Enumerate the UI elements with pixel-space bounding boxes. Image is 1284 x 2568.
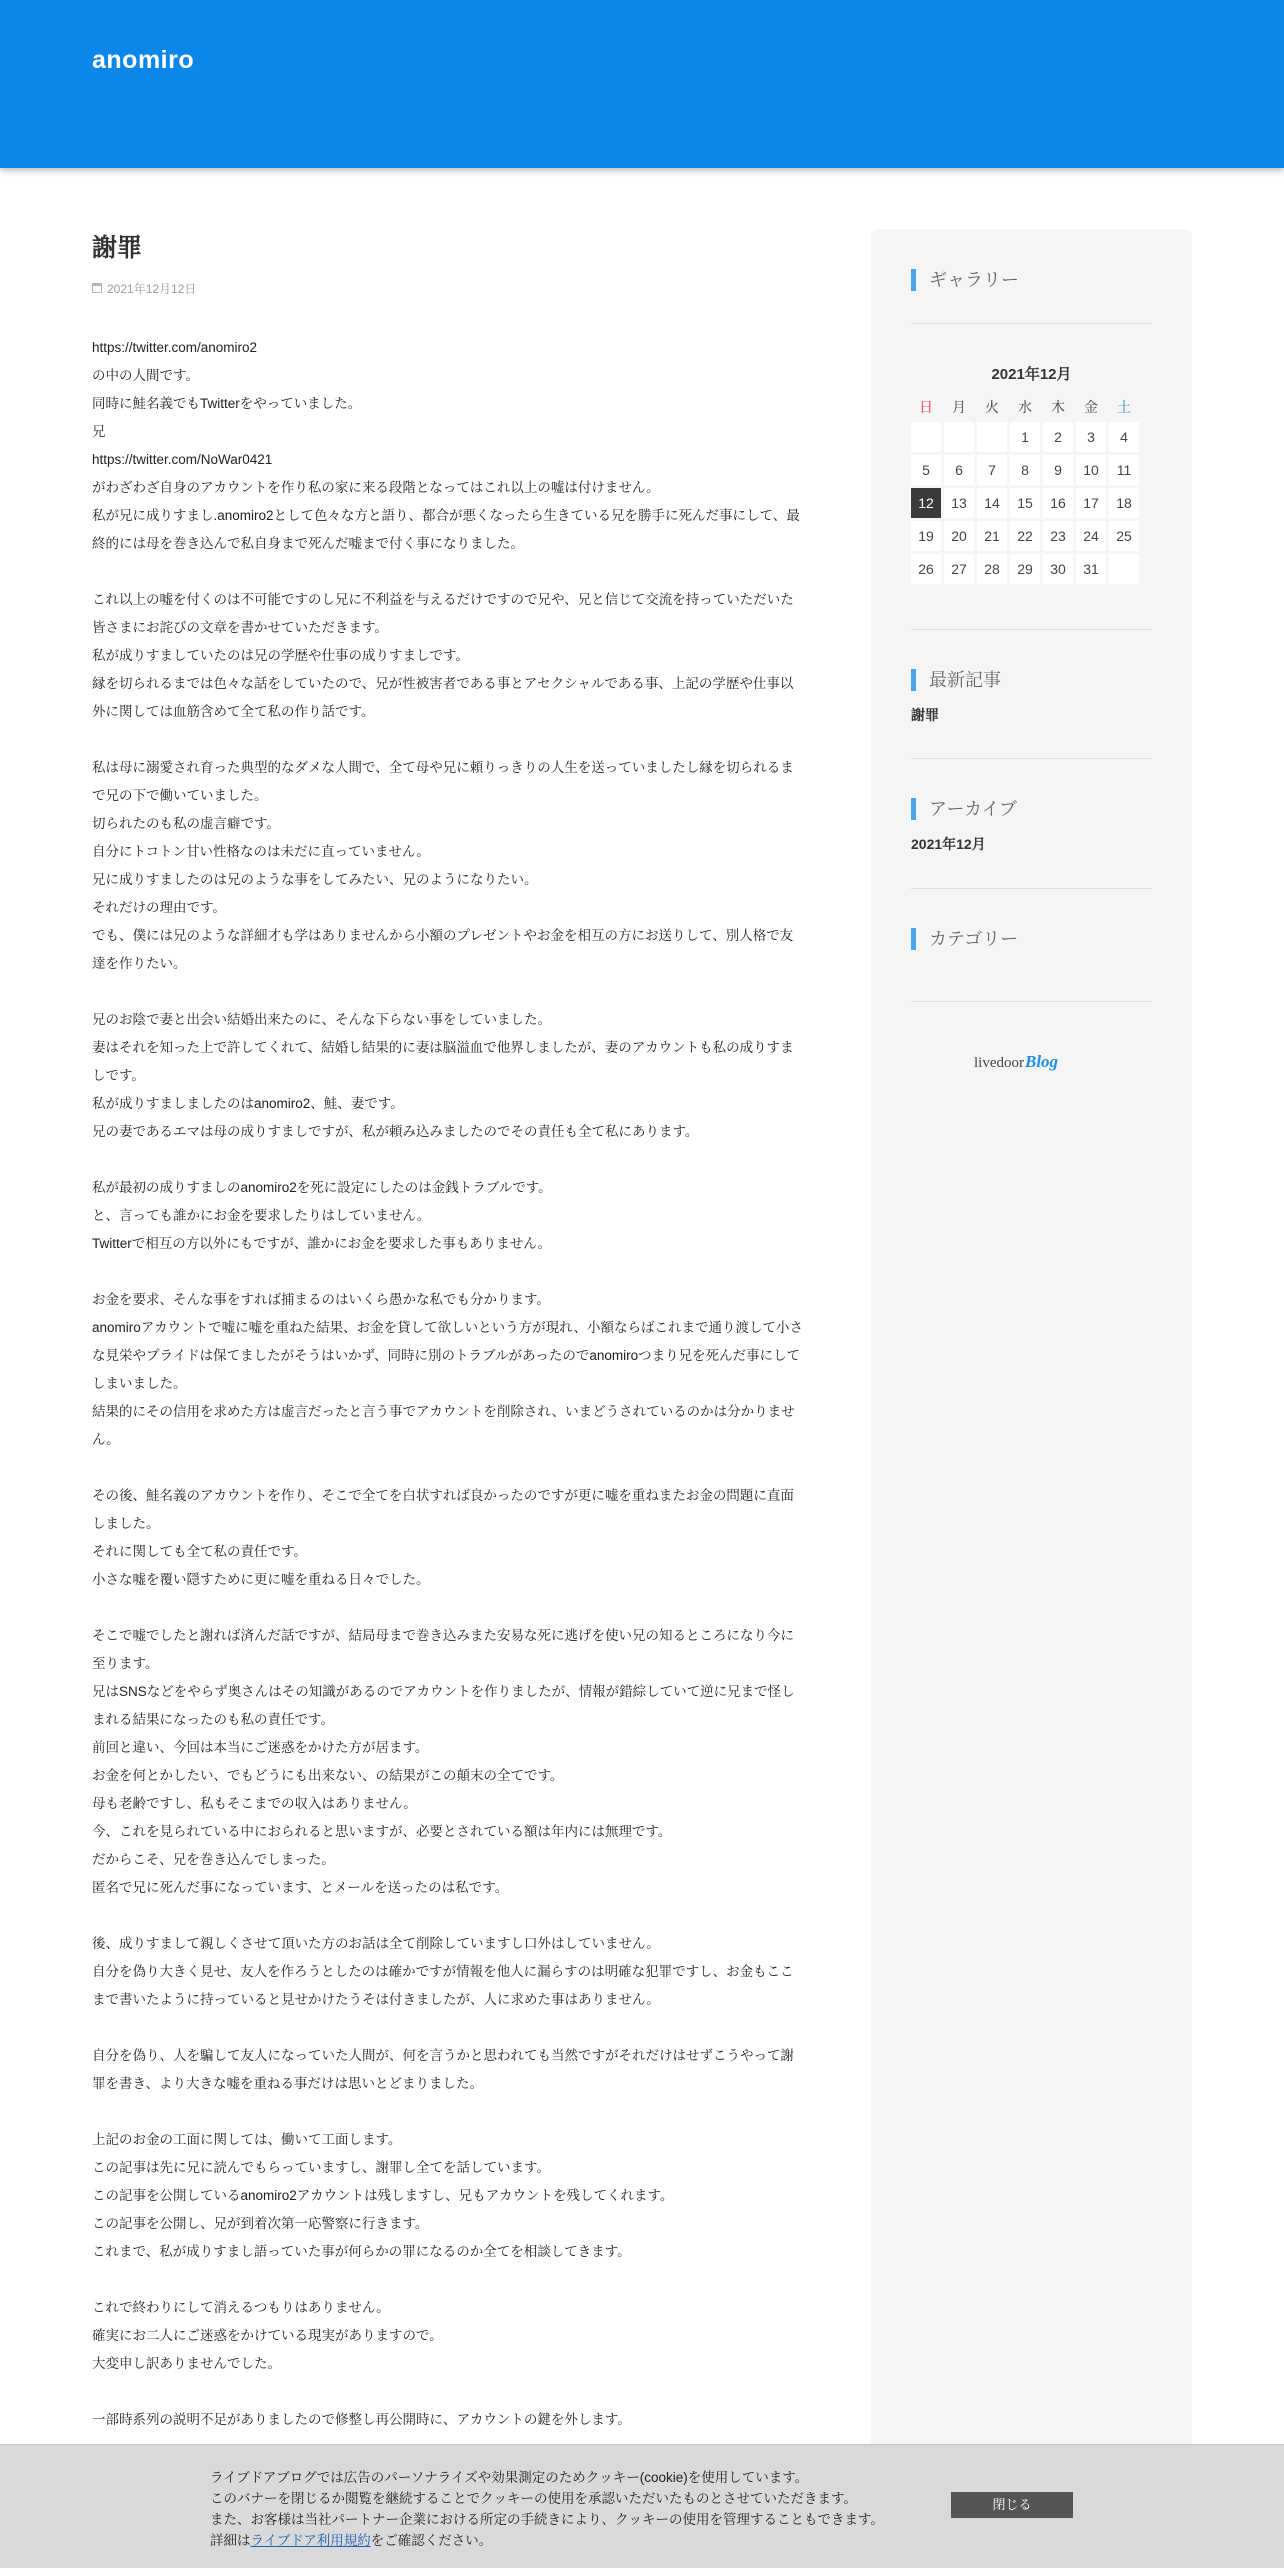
cookie-line: このバナーを閉じるか閲覧を継続することでクッキーの使用を承認いただいたものとさせていただきます。 <box>210 2491 857 2506</box>
post-line: お金を要求、そんな事をすれば捕まるのはいくら愚かな私でも分かります。 <box>92 1292 550 1307</box>
calendar-day: 2 <box>1043 422 1073 452</box>
archive-link[interactable]: 2021年12月 <box>911 836 986 852</box>
calendar-weekday: 水 <box>1018 399 1032 415</box>
post-line: 確実にお二人にご迷惑をかけている現実がありますので。 <box>92 2328 443 2343</box>
calendar-weekday: 月 <box>952 399 966 415</box>
post-line: 同時に鮭名義でもTwitterをやっていました。 <box>92 396 362 411</box>
post-line: 切られたのも私の虚言癖です。 <box>92 816 280 831</box>
calendar-day: 5 <box>911 455 941 485</box>
post-line <box>92 1902 828 1930</box>
post-line: 私が成りすましていたのは兄の学歴や仕事の成りすましです。 <box>92 648 469 663</box>
post-line: 上記のお金の工面に関しては、働いて工面します。 <box>92 2132 402 2147</box>
post-line: 妻はそれを知った上で許してくれて、結婚し結果的に妻は脳溢血で他界しましたが、妻のアカウントも私の成りすま <box>92 1040 794 1055</box>
calendar-day: 29 <box>1010 554 1040 584</box>
calendar-week <box>911 554 1139 584</box>
widget-title-category: カテゴリー <box>911 928 1152 950</box>
calendar-day: 18 <box>1109 488 1139 518</box>
post-line[interactable]: https://twitter.com/NoWar0421 <box>92 452 273 467</box>
divider <box>911 323 1152 324</box>
post-line <box>92 1454 828 1482</box>
divider <box>911 888 1152 889</box>
post-line: 兄はSNSなどをやらず奥さんはその知識があるのでアカウントを作りましたが、情報が錯綜していて逆に兄まで怪し <box>92 1684 795 1699</box>
post-line: 私は母に溺愛され育った典型的なダメな人間で、全て母や兄に頼りっきりの人生を送っていましたし縁を切られるま <box>92 760 794 775</box>
cookie-detail-suffix: をご確認ください。 <box>370 2533 493 2548</box>
post-line: 至ります。 <box>92 1656 159 1671</box>
post-line: 自分にトコトン甘い性格なのは未だに直っていません。 <box>92 844 430 859</box>
calendar-day: 28 <box>977 554 1007 584</box>
post-line: 兄 <box>92 424 106 439</box>
post-line: この記事を公開し、兄が到着次第一応警察に行きます。 <box>92 2216 429 2231</box>
calendar-weekday: 木 <box>1051 399 1065 415</box>
category-widget <box>911 928 1152 950</box>
calendar-day: 15 <box>1010 488 1040 518</box>
post-line: この記事を公開しているanomiro2アカウントは残しますし、兄もアカウントを残してくれます。 <box>92 2188 674 2203</box>
calendar-weekday: 金 <box>1084 399 1098 415</box>
recent-widget <box>911 669 1152 725</box>
cookie-message <box>210 2467 884 2551</box>
cookie-line: また、お客様は当社パートナー企業における所定の手続きにより、クッキーの使用を管理することもできます。 <box>210 2512 884 2527</box>
post-line: この記事は先に兄に読んでもらっていますし、謝罪し全てを話しています。 <box>92 2160 550 2175</box>
calendar-week <box>911 488 1139 518</box>
post-line: 今、これを見られている中におられると思いますが、必要とされている額は年内には無理です。 <box>92 1824 672 1839</box>
sidebar <box>871 229 1192 2568</box>
post-line: 私が最初の成りすましのanomiro2を死に設定にしたのは金銭トラブルです。 <box>92 1180 552 1195</box>
post-line: それに関しても全て私の責任です。 <box>92 1544 307 1559</box>
cookie-close-button[interactable]: 閉じる <box>951 2492 1073 2518</box>
calendar-day: 19 <box>911 521 941 551</box>
post-line: がわざわざ自身のアカウントを作り私の家に来る段階となってはこれ以上の嘘は付けません。 <box>92 480 660 495</box>
calendar-weekday: 火 <box>985 399 999 415</box>
post-body <box>92 334 828 2434</box>
gallery-widget <box>911 269 1152 291</box>
divider <box>911 629 1152 630</box>
post-line <box>92 1594 828 1622</box>
calendar-weekday: 日 <box>919 399 933 415</box>
post-title[interactable]: 謝罪 <box>92 234 143 262</box>
post-line: の中の人間です。 <box>92 368 199 383</box>
post-line <box>92 558 828 586</box>
calendar-day: 27 <box>944 554 974 584</box>
calendar-day: 4 <box>1109 422 1139 452</box>
calendar-weekday: 土 <box>1117 399 1131 415</box>
recent-article-link[interactable]: 謝罪 <box>911 707 939 723</box>
calendar-table <box>908 392 1142 587</box>
calendar-day: 30 <box>1043 554 1073 584</box>
calendar-day: 7 <box>977 455 1007 485</box>
calendar-empty-cell <box>911 422 941 452</box>
post-line <box>92 978 828 1006</box>
post-line: 終的には母を巻き込んで私自身まで死んだ嘘まで付く事になりました。 <box>92 536 524 551</box>
post-line: ん。 <box>92 1432 120 1447</box>
calendar-day: 24 <box>1076 521 1106 551</box>
livedoor-blog-logo[interactable] <box>974 1052 1058 1072</box>
calendar-day: 8 <box>1010 455 1040 485</box>
terms-link[interactable]: ライブドア利用規約 <box>250 2533 371 2548</box>
post-line: 兄に成りすましたのは兄のような事をしてみたい、兄のようになりたい。 <box>92 872 538 887</box>
post-line: 前回と違い、今回は本当にご迷惑をかけた方が居ます。 <box>92 1740 429 1755</box>
calendar-icon <box>92 283 102 293</box>
calendar-day: 1 <box>1010 422 1040 452</box>
post-line: 縁を切られるまでは色々な話をしていたので、兄が性被害者である事とアセクシャルである事、上記の学歴や仕事以 <box>92 676 794 691</box>
post-line: 一部時系列の説明不足がありましたので修整し再公開時に、アカウントの鍵を外します。 <box>92 2412 631 2427</box>
post-line: これで終わりにして消えるつもりはありません。 <box>92 2300 390 2315</box>
calendar-day[interactable]: 12 <box>911 488 941 518</box>
post-line: そこで嘘でしたと謝れば済んだ話ですが、結局母まで巻き込みまた安易な死に逃げを使い兄の知るところになり今に <box>92 1628 794 1643</box>
blog-logo-text: Blog <box>1025 1052 1059 1071</box>
post-line: 自分を偽り、人を騙して友人になっていた人間が、何を言うかと思われても当然ですがそれだけはせずこうやって謝 <box>92 2048 794 2063</box>
calendar-day: 14 <box>977 488 1007 518</box>
calendar-day: 6 <box>944 455 974 485</box>
cookie-detail-line <box>210 2530 884 2551</box>
calendar-day: 25 <box>1109 521 1139 551</box>
calendar-day: 3 <box>1076 422 1106 452</box>
calendar-day: 20 <box>944 521 974 551</box>
post-line <box>92 2014 828 2042</box>
post-line: これ以上の嘘を付くのは不可能ですのし兄に不利益を与えるだけですので兄や、兄と信じて交流を持っていただいた <box>92 592 794 607</box>
widget-title-archive: アーカイブ <box>911 798 1152 820</box>
cookie-banner <box>0 2444 1284 2568</box>
calendar-day: 21 <box>977 521 1007 551</box>
calendar-week <box>911 521 1139 551</box>
post-line <box>92 2098 828 2126</box>
site-title[interactable]: anomiro <box>92 46 195 74</box>
calendar-caption: 2021年12月 <box>991 366 1072 383</box>
post-line: 兄のお陰で妻と出会い結婚出来たのに、そんな下らない事をしていました。 <box>92 1012 551 1027</box>
calendar-day: 10 <box>1076 455 1106 485</box>
post-line: まれる結果になったのも私の責任です。 <box>92 1712 334 1727</box>
post-line: これまで、私が成りすまし語っていた事が何らかの罪になるのか全てを相談してきます。 <box>92 2244 631 2259</box>
post-line: 匿名で兄に死んだ事になっています、とメールを送ったのは私です。 <box>92 1880 509 1895</box>
livedoor-logo-text: livedoor <box>974 1055 1024 1071</box>
post-line: 大変申し訳ありませんでした。 <box>92 2356 281 2371</box>
calendar-empty-cell <box>977 422 1007 452</box>
post-line: 母も老齢ですし、私もそこまでの収入はありません。 <box>92 1796 417 1811</box>
post-line: Twitterで相互の方以外にもですが、誰かにお金を要求した事もありません。 <box>92 1236 552 1251</box>
calendar-day: 22 <box>1010 521 1040 551</box>
post-line: だからこそ、兄を巻き込んでしまった。 <box>92 1852 335 1867</box>
widget-title-recent: 最新記事 <box>911 669 1152 691</box>
post-line: 私が成りすましましたのはanomiro2、鮭、妻です。 <box>92 1096 404 1111</box>
post-line: 罪を書き、より大きな嘘を重ねる事だけは思いとどまりました。 <box>92 2076 483 2091</box>
post-line: でも、僕には兄のような詳細才も学はありませんから小額のプレゼントやお金を相互の方にお送りして、別人格で友 <box>92 928 794 943</box>
post-line: 兄の妻であるエマは母の成りすましですが、私が頼み込みましたのでその責任も全て私にあります。 <box>92 1124 699 1139</box>
calendar-day: 23 <box>1043 521 1073 551</box>
calendar-empty-cell <box>944 422 974 452</box>
calendar-day: 16 <box>1043 488 1073 518</box>
calendar-day: 26 <box>911 554 941 584</box>
post-line: 自分を偽り大きく見せ、友人を作ろうとしたのは確かですが情報を他人に漏らすのは明確な犯罪ですし、お金もここ <box>92 1964 794 1979</box>
calendar-week <box>911 455 1139 485</box>
widget-title-gallery: ギャラリー <box>911 269 1152 291</box>
calendar-day: 9 <box>1043 455 1073 485</box>
post-line: anomiroアカウントで嘘に嘘を重ねた結果、お金を貸して欲しいという方が現れ、小額ならばこれまで通り渡して小さ <box>92 1320 803 1335</box>
article <box>92 228 828 2434</box>
calendar-day: 31 <box>1076 554 1106 584</box>
calendar-empty-cell <box>1109 554 1139 584</box>
post-line: お金を何とかしたい、でもどうにも出来ない、の結果がこの顛末の全てです。 <box>92 1768 564 1783</box>
post-line <box>92 2266 828 2294</box>
calendar-day: 11 <box>1109 455 1139 485</box>
post-line: まで書いたように持っていると見せかけたうそは付きましたが、人に求めた事はありません。 <box>92 1992 660 2007</box>
post-line: で兄の下で働いていました。 <box>92 788 268 803</box>
site-header <box>0 0 1284 168</box>
post-line: しです。 <box>92 1068 145 1083</box>
calendar-day: 17 <box>1076 488 1106 518</box>
calendar-widget <box>911 363 1152 587</box>
post-line: と、言っても誰かにお金を要求したりはしていません。 <box>92 1208 431 1223</box>
post-line: それだけの理由です。 <box>92 900 226 915</box>
post-line <box>92 726 828 754</box>
archive-widget <box>911 798 1152 854</box>
divider <box>911 758 1152 759</box>
post-line: その後、鮭名義のアカウントを作り、そこで全てを白状すれば良かったのですが更に嘘を重ねまたお金の問題に直面 <box>92 1488 794 1503</box>
cookie-detail-prefix: 詳細は <box>210 2533 251 2548</box>
post-line <box>92 1258 828 1286</box>
post-line: 皆さまにお詫びの文章を書かせていただきます。 <box>92 620 388 635</box>
post-line: 達を作りたい。 <box>92 956 187 971</box>
post-line[interactable]: https://twitter.com/anomiro2 <box>92 340 258 355</box>
post-line: 結果的にその信用を求めた方は虚言だったと言う事でアカウントを削除され、いまどうされているのかは分かりませ <box>92 1404 795 1419</box>
post-date-row <box>92 280 828 296</box>
divider <box>911 1001 1152 1002</box>
post-line <box>92 2378 828 2406</box>
calendar-day: 13 <box>944 488 974 518</box>
post-date: 2021年12月12日 <box>107 281 197 296</box>
post-line: 後、成りすまして親しくさせて頂いた方のお話は全て削除していますし口外はしていません。 <box>92 1936 660 1951</box>
cookie-line: ライブドアブログでは広告のパーソナライズや効果測定のためクッキー(cookie)を使用しています。 <box>210 2470 809 2485</box>
post-line: 小さな嘘を覆い隠すために更に嘘を重ねる日々でした。 <box>92 1572 430 1587</box>
post-line: 外に関しては血筋含めて全て私の作り話です。 <box>92 704 375 719</box>
post-line: な見栄やプライドは保てましたがそうはいかず、同時に別のトラブルがあったのでanomiroつまり兄を死んだ事にして <box>92 1348 801 1363</box>
post-line: 私が兄に成りすまし.anomiro2として色々な方と語り、都合が悪くなったら生きている兄を勝手に死んだ事にして、最 <box>92 508 800 523</box>
post-line: しました。 <box>92 1516 160 1531</box>
post-line: しまいました。 <box>92 1376 187 1391</box>
calendar-week <box>911 422 1139 452</box>
post-line <box>92 1146 828 1174</box>
